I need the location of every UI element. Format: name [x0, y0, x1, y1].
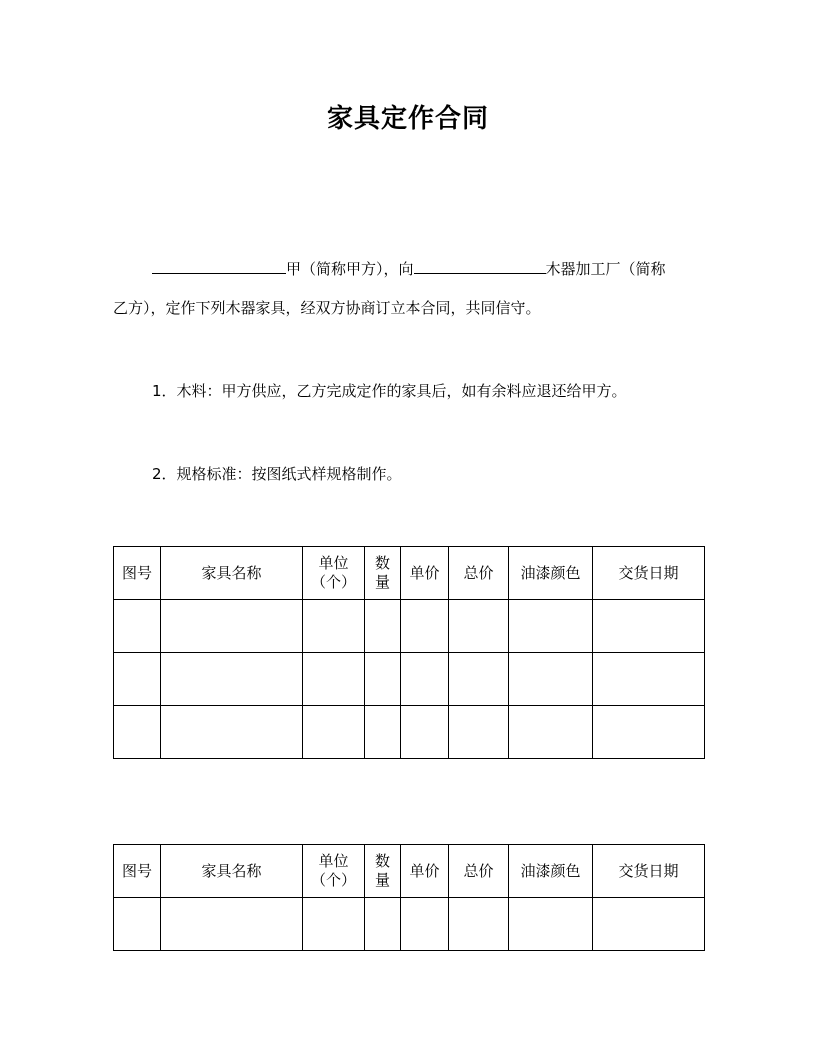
- header-unit-price: 单价: [401, 845, 449, 898]
- header-furniture-name: 家具名称: [161, 547, 303, 600]
- table-row: [114, 898, 705, 951]
- clause-2: 2．规格标准：按图纸式样规格制作。: [152, 465, 402, 483]
- table-row: [114, 706, 705, 759]
- header-total-price: 总价: [449, 845, 509, 898]
- header-delivery-date: 交货日期: [593, 845, 705, 898]
- header-furniture-name: 家具名称: [161, 845, 303, 898]
- document-title: 家具定作合同: [326, 104, 489, 134]
- spec-table-2: [113, 844, 705, 951]
- table-header-row: [114, 547, 705, 600]
- header-unit: 单位 （个）: [303, 845, 365, 898]
- header-unit: 单位 （个）: [303, 547, 365, 600]
- factory-name-blank[interactable]: [414, 257, 546, 274]
- intro-text-1: 甲（简称甲方），向: [286, 260, 414, 278]
- header-paint-color: 油漆颜色: [509, 845, 593, 898]
- header-drawing-no: 图号: [114, 547, 161, 600]
- party-a-blank[interactable]: [152, 257, 286, 274]
- intro-line-1: [152, 257, 666, 279]
- header-delivery-date: 交货日期: [593, 547, 705, 600]
- header-total-price: 总价: [449, 547, 509, 600]
- header-unit-price: 单价: [401, 547, 449, 600]
- spec-table-1: [113, 546, 705, 759]
- header-drawing-no: 图号: [114, 845, 161, 898]
- table-header-row: [114, 845, 705, 898]
- intro-text-2: 木器加工厂（简称: [545, 260, 666, 278]
- table-row: [114, 653, 705, 706]
- header-quantity: 数 量: [365, 547, 401, 600]
- intro-line-2: 乙方），定作下列木器家具，经双方协商订立本合同，共同信守。: [113, 299, 541, 317]
- header-quantity: 数 量: [365, 845, 401, 898]
- clause-1: 1．木料：甲方供应，乙方完成定作的家具后，如有余料应退还给甲方。: [152, 382, 627, 400]
- table-row: [114, 600, 705, 653]
- header-paint-color: 油漆颜色: [509, 547, 593, 600]
